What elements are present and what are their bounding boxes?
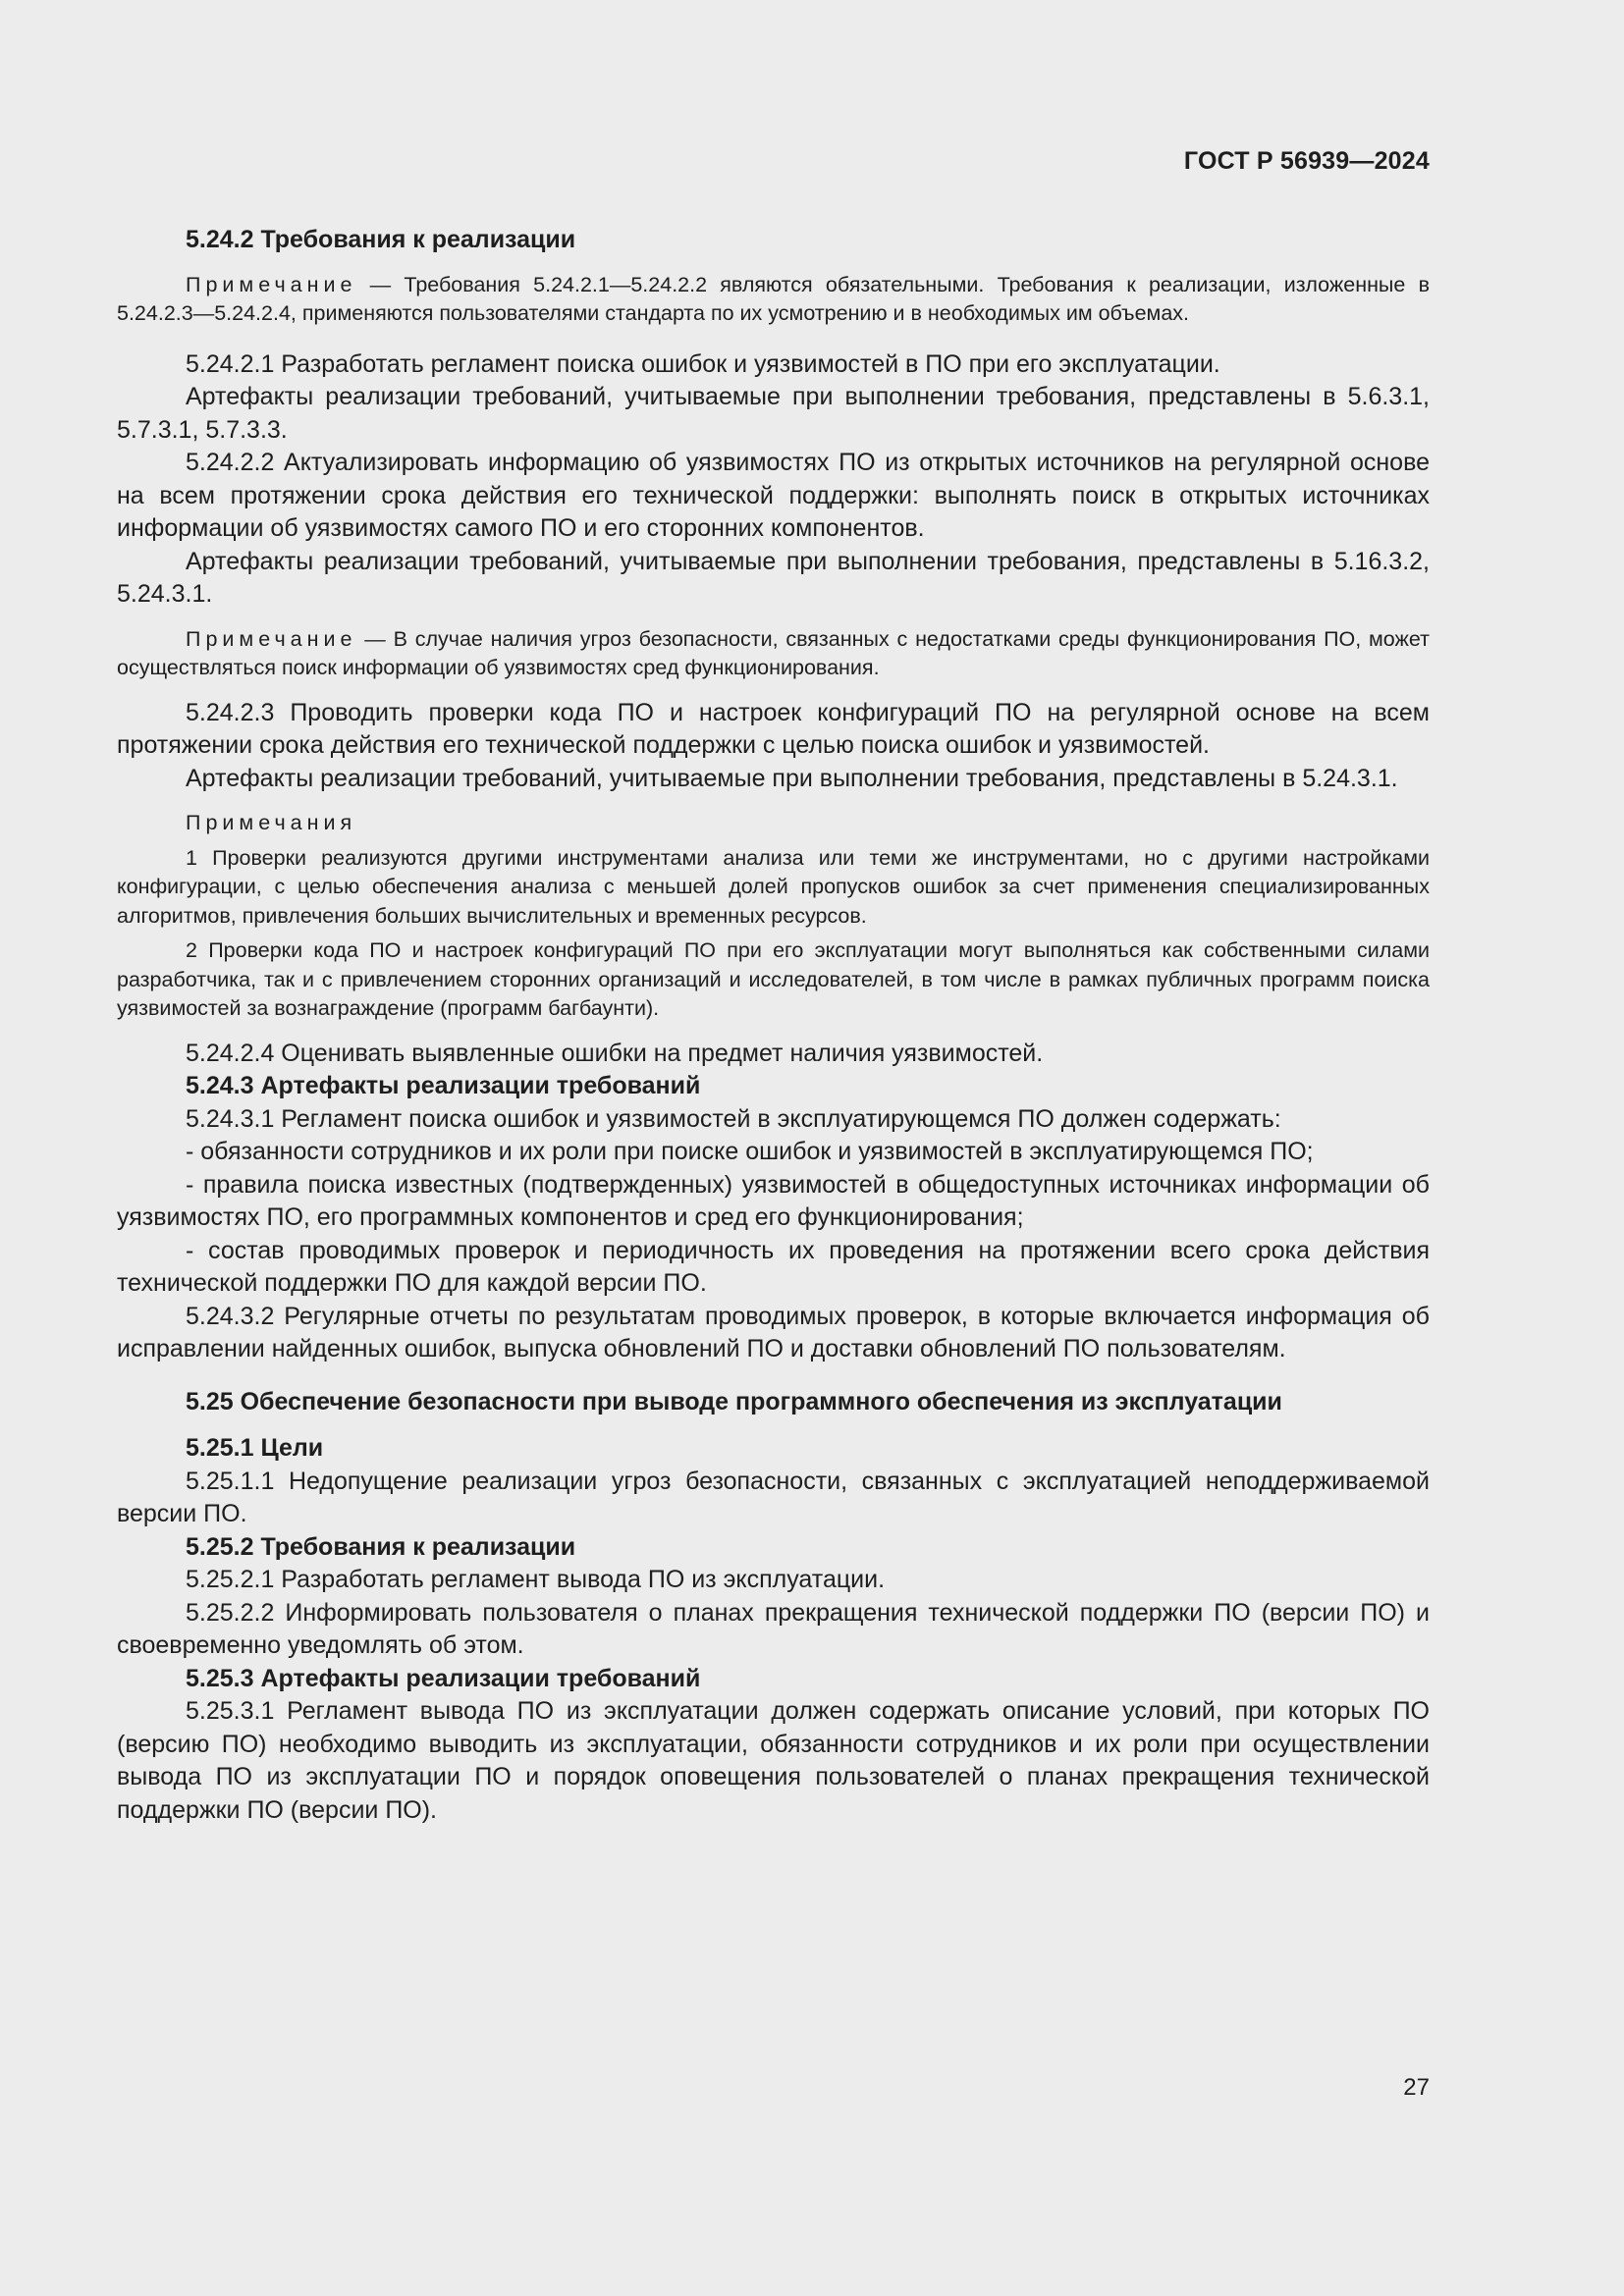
para-artifacts-3: Артефакты реализации требований, учитываемые при выполнении требования, представлены в 5.24.3.1. <box>186 764 1398 792</box>
heading-5-25-3: 5.25.3 Артефакты реализации требований <box>186 1664 701 1692</box>
para-artifacts-1: Артефакты реализации требований, учитываемые при выполнении требования, представлены в 5.6.3.1, 5.7.3.1, 5.7.3.3. <box>117 383 1430 444</box>
note-2-label: Примечание <box>186 626 357 651</box>
heading-5-24-2: 5.24.2 Требования к реализации <box>186 226 576 253</box>
notes-item-1: 1 Проверки реализуются другими инструментами анализа или теми же инструментами, но с другими настройками конфигурации, с целью обеспечения анализа с меньшей долей пропусков ошибок за счет применения специализированных алгоритмов, привлечения больших вычислительных и временных ресурсов. <box>117 845 1430 928</box>
para-5-25-1-1: 5.25.1.1 Недопущение реализации угроз безопасности, связанных с эксплуатацией неподдерживаемой версии ПО. <box>117 1467 1430 1527</box>
note-2 <box>117 625 1430 683</box>
heading-5-25-2: 5.25.2 Требования к реализации <box>186 1532 576 1561</box>
heading-5-25-1: 5.25.1 Цели <box>186 1434 324 1462</box>
para-5-25-2-1: 5.25.2.1 Разработать регламент вывода ПО из эксплуатации. <box>186 1566 886 1593</box>
para-5-24-2-2: 5.24.2.2 Актуализировать информацию об уязвимостях ПО из открытых источников на регулярной основе на всем протяжении срока действия его технической поддержки: выполнять поиск в открытых источниках информации об уязвимостях самого ПО и его сторонних компонентов. <box>117 449 1430 542</box>
note-2-text: — В случае наличия угроз безопасности, связанных с недостатками среды функционирования ПО, может осуществляться поиск информации об уязвимостях сред функционирования. <box>117 626 1430 679</box>
heading-5-24-3: 5.24.3 Артефакты реализации требований <box>186 1072 701 1099</box>
para-5-24-3-2: 5.24.3.2 Регулярные отчеты по результатам проводимых проверок, в которые включается информация об исправлении найденных ошибок, выпуска обновлений ПО и доставки обновлений ПО пользователям. <box>117 1302 1430 1362</box>
list-item-3: - состав проводимых проверок и периодичность их проведения на протяжении всего срока действия технической поддержки ПО для каждой версии ПО. <box>117 1236 1430 1297</box>
note-1-label: Примечание <box>186 272 357 296</box>
list-item-2: - правила поиска известных (подтвержденных) уязвимостей в общедоступных источниках информации об уязвимостях ПО, его программных компонентов и сред его функционирования; <box>117 1170 1430 1231</box>
document-body <box>117 224 1430 1827</box>
notes-label <box>117 809 1430 838</box>
para-5-25-2-2: 5.25.2.2 Информировать пользователя о планах прекращения технической поддержки ПО (версии ПО) и своевременно уведомлять об этом. <box>117 1598 1430 1659</box>
note-1 <box>117 271 1430 329</box>
note-1-text: — Требования 5.24.2.1—5.24.2.2 являются обязательными. Требования к реализации, изложенные в 5.24.2.3—5.24.2.4, применяются пользователями стандарта по их усмотрению и в необходимых им объемах. <box>117 272 1430 325</box>
para-5-24-2-3: 5.24.2.3 Проводить проверки кода ПО и настроек конфигураций ПО на регулярной основе на всем протяжении срока действия его технической поддержки с целью поиска ошибок и уязвимостей. <box>117 698 1430 759</box>
heading-5-25: 5.25 Обеспечение безопасности при выводе программного обеспечения из эксплуатации <box>186 1387 1282 1415</box>
document-code: ГОСТ Р 56939—2024 <box>1183 147 1430 175</box>
para-artifacts-2: Артефакты реализации требований, учитываемые при выполнении требования, представлены в 5.16.3.2, 5.24.3.1. <box>117 547 1430 608</box>
list-item-1: - обязанности сотрудников и их роли при поиске ошибок и уязвимостей в эксплуатирующемся ПО; <box>186 1138 1314 1165</box>
notes-label-text: Примечания <box>186 811 357 834</box>
para-5-24-3-1: 5.24.3.1 Регламент поиска ошибок и уязвимостей в эксплуатирующемся ПО должен содержать: <box>186 1104 1281 1133</box>
para-5-24-2-1: 5.24.2.1 Разработать регламент поиска ошибок и уязвимостей в ПО при его эксплуатации. <box>186 349 1220 378</box>
page-number: 27 <box>1403 2074 1430 2101</box>
notes-item-2: 2 Проверки кода ПО и настроек конфигураций ПО при его эксплуатации могут выполняться как собственными силами разработчика, так и с привлечением сторонних организаций и исследователей, в том числе в рамках публичных программ поиска уязвимостей за вознаграждение (программ багбаунти). <box>117 938 1430 1020</box>
para-5-25-3-1: 5.25.3.1 Регламент вывода ПО из эксплуатации должен содержать описание условий, при которых ПО (версию ПО) необходимо выводить из эксплуатации, обязанности сотрудников и их роли при осуществлении вывода ПО из эксплуатации ПО и порядок оповещения пользователей о планах прекращения технической поддержки ПО (версии ПО). <box>117 1697 1430 1824</box>
para-5-24-2-4: 5.24.2.4 Оценивать выявленные ошибки на предмет наличия уязвимостей. <box>186 1039 1044 1067</box>
